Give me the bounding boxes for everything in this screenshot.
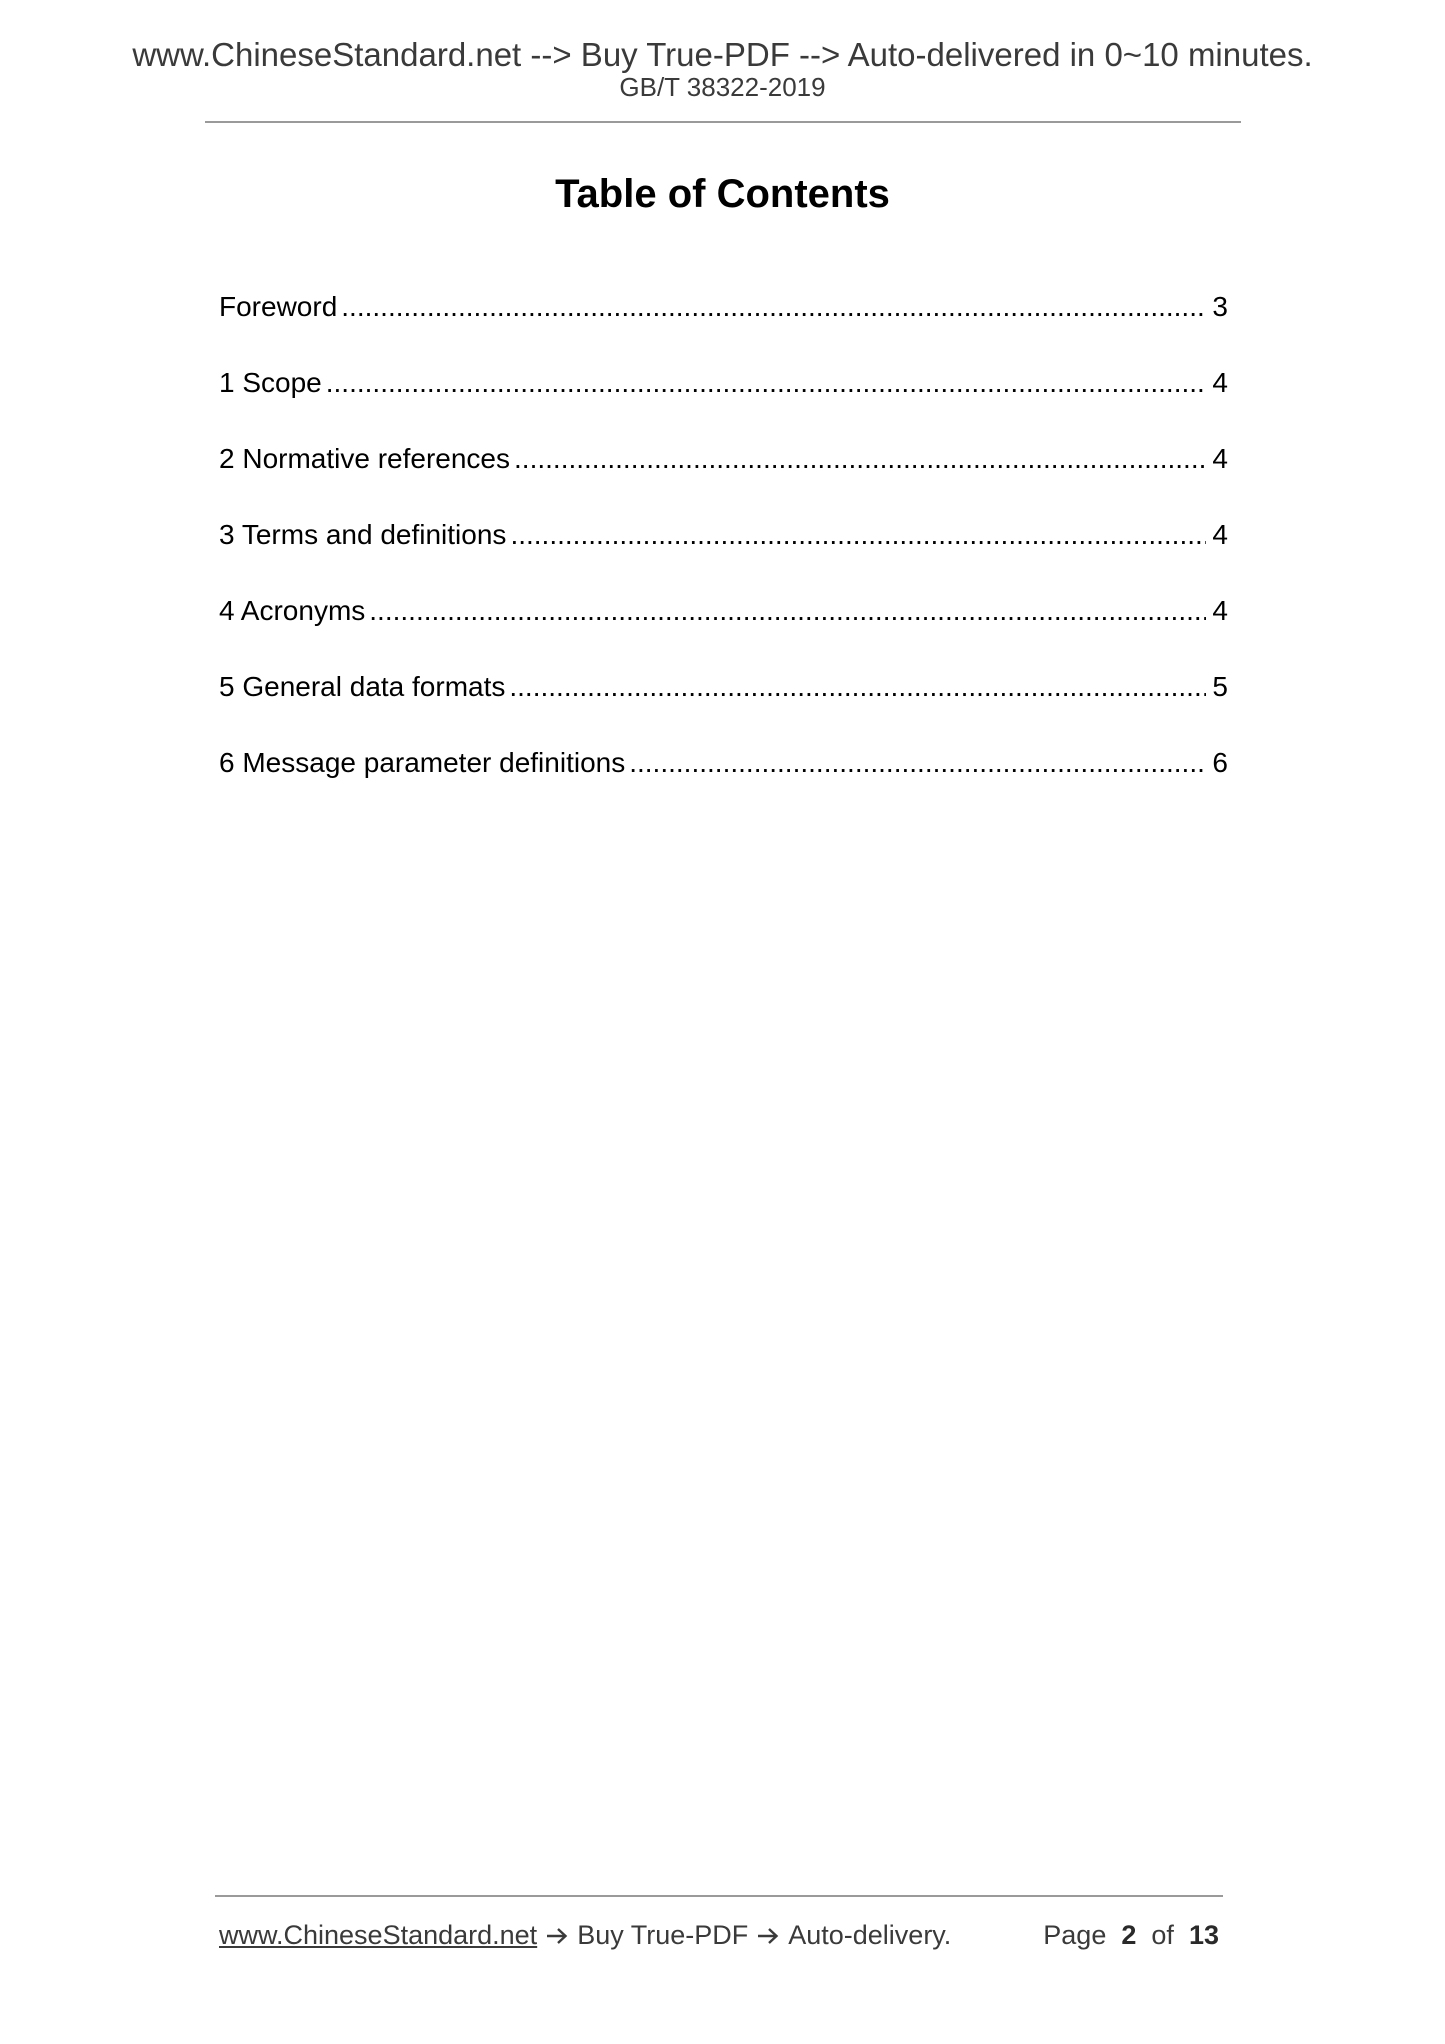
page-number [1043, 1915, 1219, 1955]
toc-entry-message-parameter-definitions[interactable] [219, 743, 1228, 819]
toc-entry-acronyms[interactable] [219, 591, 1228, 667]
toc-entry-label: 4 Acronyms [219, 595, 366, 626]
toc-list [219, 287, 1228, 819]
footer-site-link[interactable]: www.ChineseStandard.net [219, 1920, 538, 1950]
toc-dot-leader [369, 591, 1206, 631]
toc-entry-page: 3 [1212, 291, 1228, 322]
document-code: GB/T 38322-2019 [619, 72, 826, 102]
toc-entry-foreword[interactable] [219, 287, 1228, 363]
toc-entry-label: 3 Terms and definitions [219, 519, 507, 550]
toc-dot-leader [341, 287, 1206, 327]
toc-entry-terms-and-definitions[interactable] [219, 515, 1228, 591]
footer-buy-text: Buy True-PDF [577, 1920, 749, 1950]
toc-dot-leader [629, 743, 1206, 783]
toc-entry-label: 6 Message parameter definitions [219, 747, 626, 778]
toc-entry-page: 5 [1212, 671, 1228, 702]
of-word: of [1151, 1920, 1174, 1950]
toc-dot-leader [326, 363, 1207, 403]
header-banner: www.ChineseStandard.net --> Buy True-PDF --> Auto-delivered in 0~10 minutes. [132, 36, 1313, 73]
toc-title: Table of Contents [555, 172, 890, 216]
toc-entry-label: 5 General data formats [219, 671, 506, 702]
footer-promo [219, 1915, 951, 1955]
page-footer [219, 1915, 1223, 1955]
right-arrow-icon [757, 1927, 779, 1945]
toc-entry-label: Foreword [219, 291, 338, 322]
toc-entry-general-data-formats[interactable] [219, 667, 1228, 743]
right-arrow-icon [546, 1927, 568, 1945]
toc-entry-label: 2 Normative references [219, 443, 511, 474]
toc-entry-page: 4 [1212, 595, 1228, 626]
toc-entry-page: 4 [1212, 443, 1228, 474]
page-word: Page [1043, 1920, 1107, 1950]
toc-entry-normative-references[interactable] [219, 439, 1228, 515]
total-page-number: 13 [1188, 1920, 1219, 1950]
toc-entry-page: 4 [1212, 519, 1228, 550]
toc-entry-page: 6 [1212, 747, 1228, 778]
toc-dot-leader [510, 515, 1206, 555]
footer-delivery-text: Auto-delivery. [788, 1920, 952, 1950]
toc-entry-label: 1 Scope [219, 367, 322, 398]
header-divider [205, 121, 1241, 123]
toc-dot-leader [509, 667, 1206, 707]
toc-entry-scope[interactable] [219, 363, 1228, 439]
current-page-number: 2 [1121, 1920, 1137, 1950]
toc-dot-leader [514, 439, 1206, 479]
toc-entry-page: 4 [1212, 367, 1228, 398]
footer-divider [215, 1895, 1223, 1897]
